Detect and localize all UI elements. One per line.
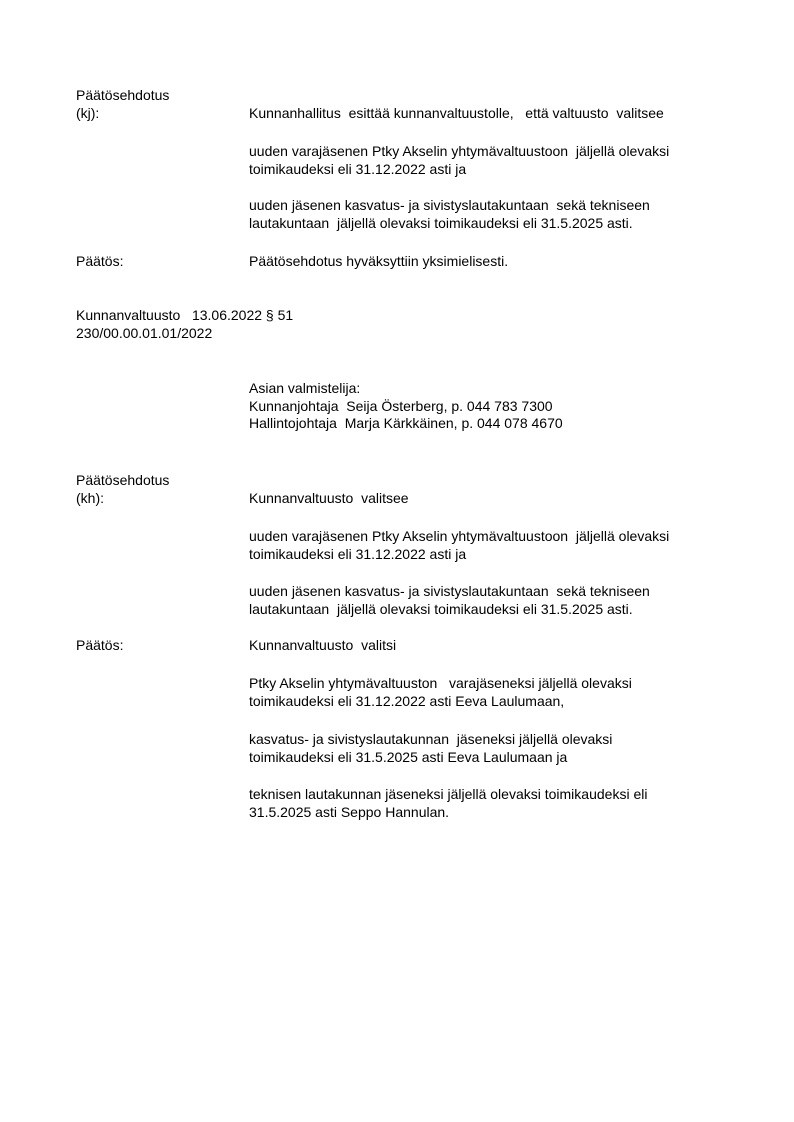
- proposal-item: uuden varajäsenen Ptky Akselin yhtymävaltuustoon jäljellä olevaksi toimikaudeksi eli 31.12.2022 asti ja: [249, 143, 674, 177]
- proposal-kh-item1-block: [76, 528, 726, 563]
- proposal-item: uuden jäsenen kasvatus- ja sivistyslautakuntaan sekä tekniseen lautakuntaan jäljellä olevaksi toimikaudeksi eli 31.5.2025 asti.: [249, 583, 654, 617]
- proposal-kh-item2-block: [76, 583, 726, 618]
- proposal-intro: Kunnanhallitus esittää kunnanvaltuustolle, että valtuusto valitsee: [249, 104, 664, 121]
- decision-item1-block: [76, 675, 726, 710]
- proposal-kh-block: [76, 472, 726, 507]
- decision-block: [76, 253, 726, 271]
- meeting-title: Kunnanvaltuusto 13.06.2022 § 51: [76, 307, 294, 323]
- proposal-label: Päätösehdotus: [76, 472, 170, 488]
- decision-intro: Kunnanvaltuusto valitsi: [249, 637, 397, 653]
- proposal-label: Päätösehdotus: [76, 87, 170, 103]
- meeting-heading: [76, 307, 726, 342]
- decision-block: [76, 637, 726, 655]
- proposal-kj-block: [76, 87, 726, 122]
- decision-item: Ptky Akselin yhtymävaltuuston varajäseneksi jäljellä olevaksi toimikaudeksi eli 31.12.2022 asti Eeva Laulumaan,: [249, 675, 636, 709]
- decision-item2-block: [76, 731, 726, 766]
- proposal-label-sub: (kj):: [76, 104, 100, 121]
- preparer-entry: Hallintojohtaja Marja Kärkkäinen, p. 044 078 4670: [249, 415, 563, 431]
- proposal-item: uuden jäsenen kasvatus- ja sivistyslautakuntaan sekä tekniseen lautakuntaan jäljellä olevaksi toimikaudeksi eli 31.5.2025 asti.: [249, 197, 654, 231]
- proposal-item: uuden varajäsenen Ptky Akselin yhtymävaltuustoon jäljellä olevaksi toimikaudeksi eli 31.12.2022 asti ja: [249, 528, 674, 562]
- preparer-entry: Kunnanjohtaja Seija Österberg, p. 044 783 7300: [249, 397, 553, 414]
- proposal-kj-item2-block: [76, 197, 726, 232]
- decision-label: Päätös:: [76, 637, 124, 653]
- proposal-label-sub: (kh):: [76, 489, 104, 506]
- preparer-title: Asian valmistelija:: [249, 380, 361, 396]
- decision-item: teknisen lautakunnan jäseneksi jäljellä olevaksi toimikaudeksi eli 31.5.2025 asti Seppo Hannulan.: [249, 786, 652, 820]
- decision-label: Päätös:: [76, 253, 124, 269]
- proposal-intro: Kunnanvaltuusto valitsee: [249, 489, 409, 506]
- case-number: 230/00.00.01.01/2022: [76, 324, 213, 341]
- proposal-kj-item1-block: [76, 143, 726, 178]
- decision-item3-block: [76, 786, 726, 821]
- preparers-block: [76, 380, 726, 433]
- decision-text: Päätösehdotus hyväksyttiin yksimielisesti.: [249, 253, 509, 269]
- decision-item: kasvatus- ja sivistyslautakunnan jäseneksi jäljellä olevaksi toimikaudeksi eli 31.5.2025 asti Eeva Laulumaan ja: [249, 731, 617, 765]
